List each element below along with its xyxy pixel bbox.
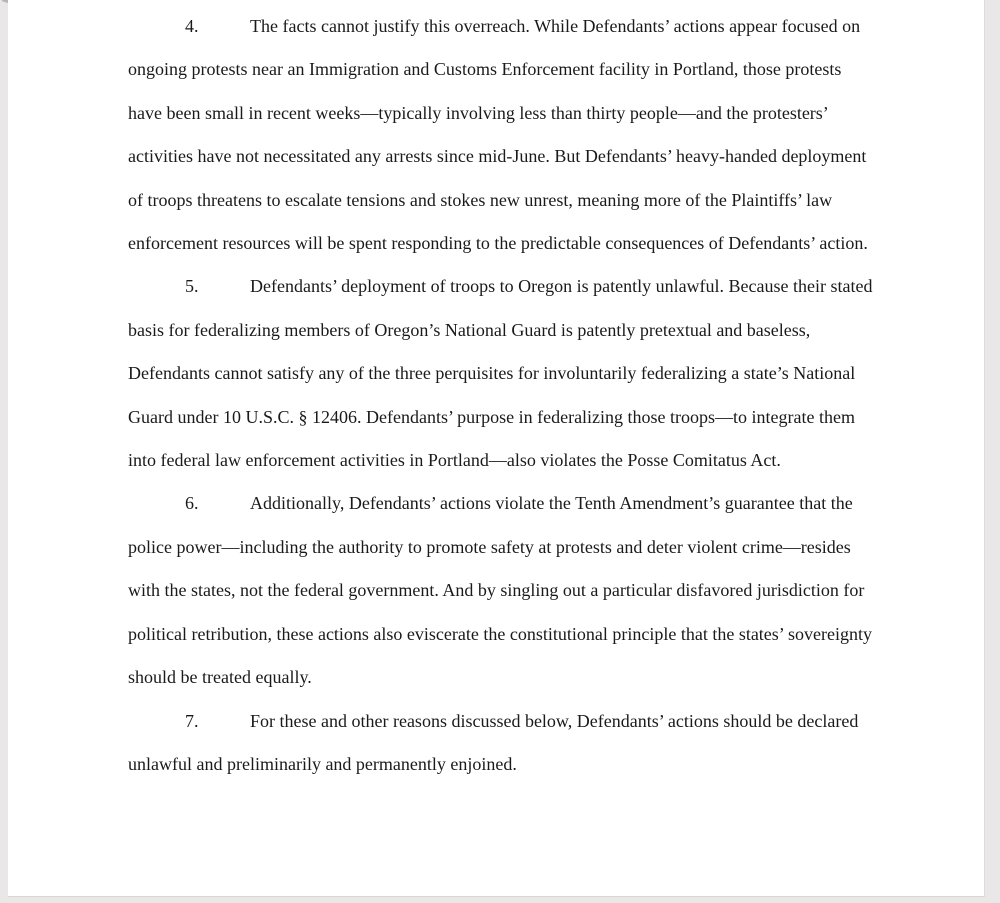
paragraph-number: 4. [185, 16, 199, 36]
paragraph [128, 700, 876, 787]
paragraph-text: Defendants’ deployment of troops to Oregon is patently unlawful. Because their stated basis for federalizing members of Oregon’s National Guard is patently pretextual and baseless, Defendants cannot satisfy any of the three perquisites for involuntarily federalizing a state’s National Guard under 10 U.S.C. § 12406. Defendants’ purpose in federalizing those troops—to integrate them into federal law enforcement activities in Portland—also violates the Posse Comitatus Act. [128, 276, 873, 471]
paragraph [128, 5, 876, 265]
paragraph [128, 265, 876, 482]
paragraph [128, 482, 876, 699]
paragraph-text: The facts cannot justify this overreach. While Defendants’ actions appear focused on ongoing protests near an Immigration and Customs Enforcement facility in Portland, those protests have been small in recent weeks—typically involving less than thirty people—and the protesters’ activities have not necessitated any arrests since mid-June. But Defendants’ heavy-handed deployment of troops threatens to escalate tensions and stokes new unrest, meaning more of the Plaintiffs’ law enforcement resources will be spent responding to the predictable consequences of Defendants’ action. [128, 16, 868, 254]
document-body [8, 0, 984, 786]
document-page [8, 0, 985, 897]
paragraph-number: 7. [185, 710, 199, 731]
paragraph-number: 5. [185, 276, 199, 297]
paragraph-text: Additionally, Defendants’ actions violate the Tenth Amendment’s guarantee that the police power—including the authority to promote safety at protests and deter violent crime—resides with the states, not the federal government. And by singling out a particular disfavored jurisdiction for political retribution, these actions also eviscerate the constitutional principle that the states’ sovereignty should be treated equally. [128, 493, 872, 688]
paragraph-number: 6. [185, 493, 199, 514]
paragraph-text: For these and other reasons discussed below, Defendants’ actions should be declared unlawful and preliminarily and permanently enjoined. [128, 710, 859, 774]
